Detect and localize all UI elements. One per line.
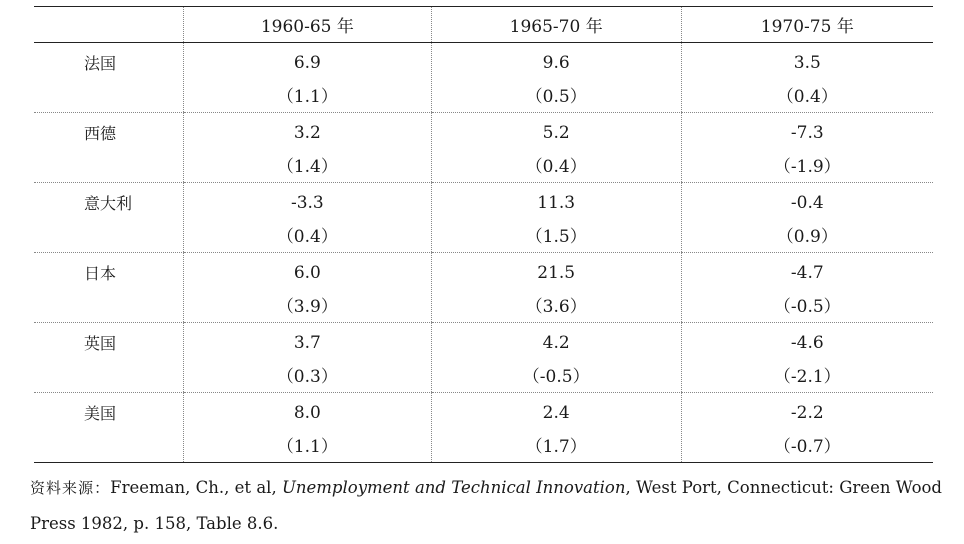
data-cell: [183, 183, 431, 253]
cell-error: （1.1）: [276, 86, 338, 107]
table-row: [34, 43, 933, 113]
cell-value: 4.2: [542, 332, 570, 353]
cell-value: 6.9: [293, 52, 321, 73]
header-1960-65: 1960-65 年: [183, 7, 431, 43]
data-cell: [183, 253, 431, 323]
table-row: [34, 253, 933, 323]
cell-value: -0.4: [790, 192, 824, 213]
cell-value: -4.7: [790, 262, 824, 283]
data-cell: [431, 113, 681, 183]
header-1965-70: 1965-70 年: [431, 7, 681, 43]
table-row: [34, 113, 933, 183]
cell-value: 9.6: [542, 52, 570, 73]
cell-value: 21.5: [537, 262, 576, 283]
country-cell: 西德: [34, 113, 183, 183]
cell-value: -4.6: [790, 332, 824, 353]
cell-value: 3.2: [293, 122, 321, 143]
cell-error: （0.4）: [276, 226, 338, 247]
source-note: [30, 470, 942, 541]
table-row: [34, 393, 933, 463]
source-authors: Freeman, Ch., et al,: [110, 478, 282, 497]
data-cell: [183, 393, 431, 463]
cell-value: 3.7: [293, 332, 321, 353]
data-cell: [183, 43, 431, 113]
cell-error: （3.6）: [525, 296, 587, 317]
data-cell: [431, 393, 681, 463]
data-cell: [681, 183, 933, 253]
cell-error: （1.1）: [276, 436, 338, 457]
cell-error: （1.4）: [276, 156, 338, 177]
data-cell: [431, 43, 681, 113]
source-title: Unemployment and Technical Innovation: [281, 478, 626, 497]
header-country: [34, 7, 183, 43]
data-cell: [681, 113, 933, 183]
cell-value: 3.5: [793, 52, 821, 73]
cell-value: -7.3: [790, 122, 824, 143]
cell-error: （3.9）: [276, 296, 338, 317]
cell-error: （-1.9）: [773, 156, 841, 177]
data-cell: [681, 253, 933, 323]
country-cell: 日本: [34, 253, 183, 323]
cell-error: （0.4）: [776, 86, 838, 107]
data-cell: [681, 43, 933, 113]
header-1970-75: 1970-75 年: [681, 7, 933, 43]
cell-error: （0.3）: [276, 366, 338, 387]
cell-value: 2.4: [542, 402, 570, 423]
cell-value: -2.2: [790, 402, 824, 423]
header-row: [34, 7, 933, 43]
cell-value: 6.0: [293, 262, 321, 283]
cell-value: 8.0: [293, 402, 321, 423]
cell-error: （0.5）: [525, 86, 587, 107]
cell-value: 11.3: [537, 192, 576, 213]
cell-error: （1.7）: [525, 436, 587, 457]
cell-error: （-0.5）: [773, 296, 841, 317]
table-row: [34, 323, 933, 393]
cell-error: （0.4）: [525, 156, 587, 177]
cell-error: （-0.7）: [773, 436, 841, 457]
data-table: [34, 6, 933, 463]
cell-error: （-0.5）: [522, 366, 590, 387]
table-row: [34, 183, 933, 253]
data-cell: [431, 253, 681, 323]
country-cell: 美国: [34, 393, 183, 463]
cell-value: 5.2: [542, 122, 570, 143]
source-label: 资料来源：: [30, 479, 111, 497]
cell-error: （0.9）: [776, 226, 838, 247]
data-cell: [431, 183, 681, 253]
country-cell: 意大利: [34, 183, 183, 253]
data-cell: [681, 393, 933, 463]
data-cell: [183, 323, 431, 393]
country-cell: 英国: [34, 323, 183, 393]
data-cell: [431, 323, 681, 393]
country-cell: 法国: [34, 43, 183, 113]
cell-error: （-2.1）: [773, 366, 841, 387]
cell-error: （1.5）: [525, 226, 587, 247]
cell-value: -3.3: [290, 192, 324, 213]
source-publisher: , West Port, Connecticut: Green Wood Press 1982, p. 158, Table 8.6.: [30, 478, 942, 533]
data-cell: [681, 323, 933, 393]
data-cell: [183, 113, 431, 183]
